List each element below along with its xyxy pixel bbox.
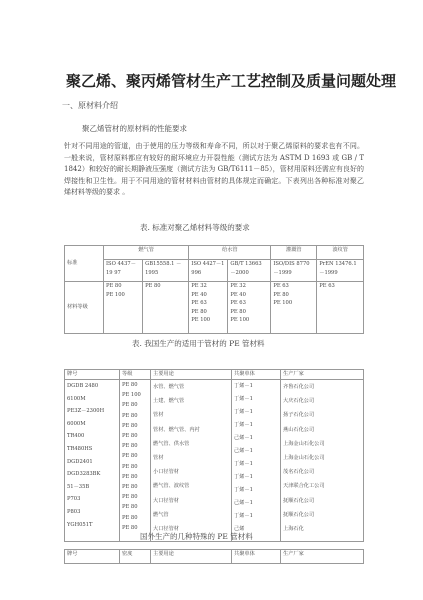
standards-table [64, 245, 364, 334]
group-gas: 燃气管 [104, 246, 189, 260]
col-header: 生产厂家 [281, 370, 364, 380]
use-column: 水管、燃气管 土建、燃气管 管材 管材、燃气管、内衬 燃气管、供水管 管材 小口径管材 燃气管、波纹管 大口径管材 燃气管 大口径管材 [151, 380, 232, 542]
std-cell: PrEN 13476.1－1999 [317, 260, 364, 282]
section-heading: 一、原材料介绍 [62, 101, 118, 110]
grade-cell: PE 32 PE 40 PE 63 PE 80 PE 100 [189, 282, 228, 334]
col-header: 主要用途 [151, 550, 232, 564]
group-water: 给水管 [189, 246, 271, 260]
std-cell: ISO/DIS 8770－1999 [271, 260, 317, 282]
std-row-label: 标准 [65, 246, 104, 282]
table1-caption: 表. 标准对聚乙烯材料等级的要求 [140, 223, 250, 232]
grade-cell: PE 80 PE 100 [104, 282, 143, 334]
foreign-materials-table [64, 549, 364, 564]
comonomer-column: 丁烯－1 丁烯－1 丁烯－1 丁烯－1 己烯－1 己烯－1 丁烯－1 丁烯－1 丁烯－1 己烯－1 丁烯－1 己烯 [232, 380, 281, 542]
grade-row-label: 材料等级 [65, 282, 104, 334]
maker-column: 齐鲁石化公司 大庆石化公司 扬子石化公司 燕山石化公司 上海金山石化公司 上海金山石化公司 茂名石化公司 天津联合化工公司 抚顺石化公司 抚顺石化公司 上海石化 [281, 380, 364, 542]
group-irrigation: 灌溉管 [271, 246, 317, 260]
grade-cell: PE 63 [317, 282, 364, 334]
std-cell: ISO 4437－19 97 [104, 260, 143, 282]
col-header: 生产厂家 [281, 550, 364, 564]
grade-cell: PE 80 [143, 282, 189, 334]
table2-caption: 表. 我国生产的适用于管材的 PE 管材料 [132, 339, 265, 348]
intro-paragraph: 针对不同用途的管道，由于使用的压力等级和寿命不同，所以对于聚乙烯原料的要求也有不同。一般来说，管材原料都应有较好的耐环境应力开裂性能（测试方法为 ASTM D 1693 或 GB / T 1842）和较好的耐长期静液压强度（测试方法为 GB/T6111－85），管材用原料还需应有良好的焊接性和卫生性。用于不同用途的管材材料由管材的具体规定而确定。下表列出各种标准对聚乙烯材料等级的要求 。 [64, 142, 364, 197]
document-title: 聚乙烯、聚丙烯管材生产工艺控制及质量问题处理 [66, 72, 397, 90]
grade-column: PE 80 PE 100 PE 80 PE 80 PE 80 PE 80 PE 80 PE 80 PE 80 PE 80 PE 80 PE 80 PE 80 PE 80 PE 80 [120, 380, 151, 542]
grade-cell: PE 32 PE 40 PE 63 PE 80 PE 100 [228, 282, 271, 334]
col-header: 牌号 [65, 550, 120, 564]
col-header: 共聚单体 [232, 550, 281, 564]
table3-caption: 国外生产的几种特殊的 PE 管材料 [140, 532, 253, 541]
group-corrugated: 波纹管 [317, 246, 364, 260]
subsection-heading: 聚乙烯管材的原材料的性能要求 [82, 124, 187, 133]
col-header: 共聚单体 [232, 370, 281, 380]
grade-cell: PE 63 PE 80 PE 100 [271, 282, 317, 334]
domestic-materials-table [64, 369, 364, 542]
col-header: 牌号 [65, 370, 120, 380]
std-cell: ISO 4427－1 996 [189, 260, 228, 282]
std-cell: GB/T 13663 －2000 [228, 260, 271, 282]
std-cell: GB15558.1 －1995 [143, 260, 189, 282]
col-header: 主要用途 [151, 370, 232, 380]
col-header: 密度 [120, 550, 151, 564]
brand-column: DGDB 2480 6100M PE3Z－2300H 6000M TR400 TR480HS DGD2401 DGD3283BK 51－35B P703 P803 YGH051T [65, 380, 120, 542]
col-header: 等级 [120, 370, 151, 380]
